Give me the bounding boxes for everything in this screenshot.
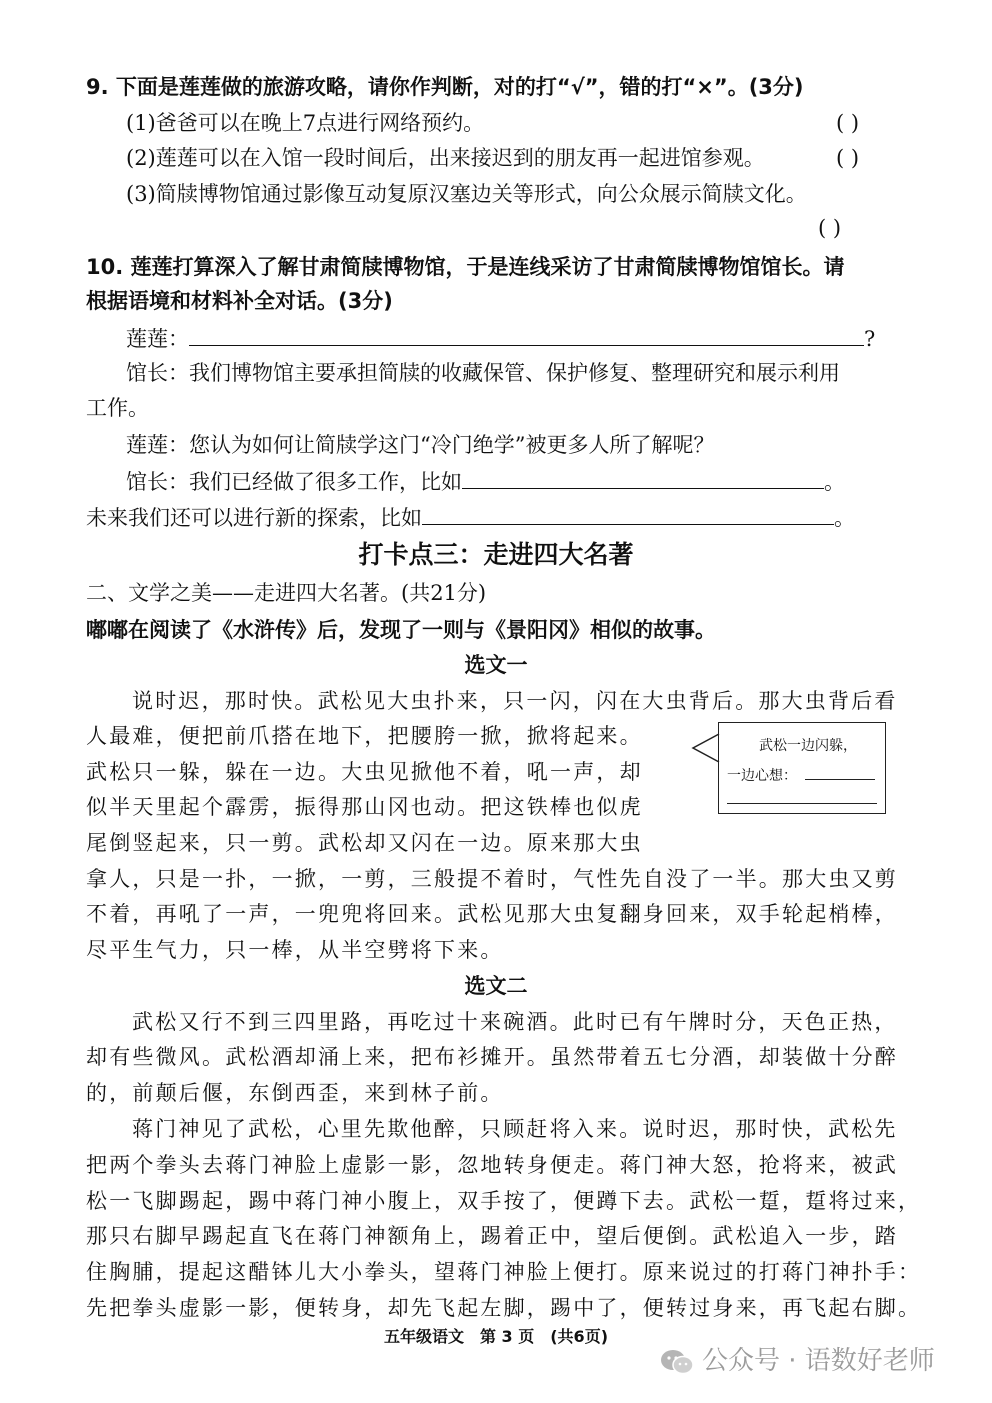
q9-item-1: (1)爸爸可以在晚上7点进行网络预约。 — [126, 111, 485, 135]
passage2-line: 住胸脯，提起这醋钵儿大小拳头，望蒋门神脸上便打。原来说过的打蒋门神扑手： — [86, 1260, 922, 1284]
q9-item-3: (3)简牍博物馆通过影像互动复原汉塞边关等形式，向公众展示简牍文化。 — [126, 182, 807, 206]
passage1-line: 不着，再吼了一声，一兜兜将回来。武松见那大虫复翻身回来，双手轮起梢棒， — [86, 902, 898, 926]
part-two-heading: 二、文学之美——走进四大名著。(共21分) — [86, 581, 487, 605]
speaker-label: 莲莲： — [126, 327, 189, 351]
q9-answer-1[interactable]: ( ) — [836, 111, 860, 135]
passage1-line: 武松只一躲，躲在一边。大虫见掀他不着，吼一声，却 — [86, 760, 643, 784]
question-mark: ? — [864, 327, 876, 351]
passage2-line: 却有些微风。武松酒却涌上来，把布衫摊开。虽然带着五七分酒，却装做十分醉 — [86, 1045, 898, 1069]
passage1-line: 说时迟，那时快。武松见大虫扑来，只一闪，闪在大虫背后。那大虫背后看 — [132, 689, 898, 713]
answer-blank-question[interactable] — [189, 323, 864, 346]
watermark — [660, 1340, 935, 1377]
bubble-text-2: 一边心想： — [727, 768, 797, 784]
passage1-line: 似半天里起个霹雳，振得那山冈也动。把这铁棒也似虎 — [86, 795, 643, 819]
q9-answer-3[interactable]: ( ) — [818, 216, 842, 240]
thought-bubble — [718, 722, 886, 814]
passage2-line: 把两个拳头去蒋门神脸上虚影一影，忽地转身便走。蒋门神大怒，抢将来，被武 — [86, 1153, 898, 1177]
passage1-line: 尾倒竖起来，只一剪。武松却又闪在一边。原来那大虫 — [86, 831, 643, 855]
passage2-line: 武松又行不到三四里路，再吃过十来碗酒。此时已有午牌时分，天色正热， — [132, 1010, 898, 1034]
dialog-curator-1-line2: 工作。 — [86, 396, 149, 420]
page-footer: 五年级语文 第 3 页 (共6页) — [383, 1327, 609, 1346]
section-title: 打卡点三：走进四大名著 — [358, 540, 634, 569]
dialog-lianlian-1 — [126, 323, 875, 354]
dialog-curator-2: 馆长：我们已经做了很多工作，比如 。 — [126, 466, 845, 497]
bubble-answer-blank-2[interactable] — [727, 803, 877, 804]
passage2-line: 的，前颠后偃，东倒西歪，来到林子前。 — [86, 1081, 504, 1105]
passage1-line: 人最难，便把前爪搭在地下，把腰胯一掀，掀将起来。 — [86, 724, 643, 748]
passage2-line: 松一飞脚踢起，踢中蒋门神小腹上，双手按了，便蹲下去。武松一踅，踅将过来， — [86, 1189, 922, 1213]
q10-title-line1: 10. 莲莲打算深入了解甘肃简牍博物馆，于是连线采访了甘肃简牍博物馆馆长。请 — [86, 255, 845, 279]
passage2-line: 蒋门神见了武松，心里先欺他醉，只顾赶将入来。说时迟，那时快，武松先 — [132, 1117, 898, 1141]
passage1-line: 拿人，只是一扑，一掀，一剪，三般提不着时，气性先自没了一半。那大虫又剪 — [86, 867, 898, 891]
passage1-title: 选文一 — [464, 653, 528, 677]
passage1-line: 尽平生气力，只一棒，从半空劈将下来。 — [86, 938, 504, 962]
watermark-text: 公众号 · 语数好老师 — [702, 1346, 935, 1376]
bubble-answer-blank-1[interactable] — [805, 779, 875, 780]
answer-blank-future-work[interactable] — [422, 502, 834, 525]
dialog-curator-1-line1: 馆长：我们博物馆主要承担简牍的收藏保管、保护修复、整理研究和展示利用 — [126, 361, 840, 385]
wechat-icon — [660, 1348, 694, 1376]
q9-title: 9. 下面是莲莲做的旅游攻略，请你作判断，对的打“√”，错的打“×”。(3分) — [86, 75, 804, 99]
dialog-curator-3: 未来我们还可以进行新的探索，比如 。 — [86, 502, 855, 533]
dialog-lianlian-2: 莲莲：您认为如何让简牍学这门“冷门绝学”被更多人所了解呢？ — [126, 433, 715, 457]
q9-item-2: (2)莲莲可以在入馆一段时间后，出来接迟到的朋友再一起进馆参观。 — [126, 146, 765, 170]
passage2-line: 先把拳头虚影一影，便转身，却先飞起左脚，踢中了，便转过身来，再飞起右脚。 — [86, 1296, 922, 1320]
answer-blank-current-work[interactable] — [462, 466, 824, 489]
passage2-title: 选文二 — [464, 974, 528, 998]
passage2-line: 那只右脚早踢起直飞在蒋门神额角上，踢着正中，望后便倒。武松追入一步，踏 — [86, 1224, 898, 1248]
q10-title-line2: 根据语境和材料补全对话。(3分) — [86, 289, 393, 313]
bubble-text-1: 武松一边闪躲， — [759, 738, 857, 754]
section-intro: 嘟嘟在阅读了《水浒传》后，发现了一则与《景阳冈》相似的故事。 — [86, 618, 716, 642]
q9-answer-2[interactable]: ( ) — [836, 146, 860, 170]
